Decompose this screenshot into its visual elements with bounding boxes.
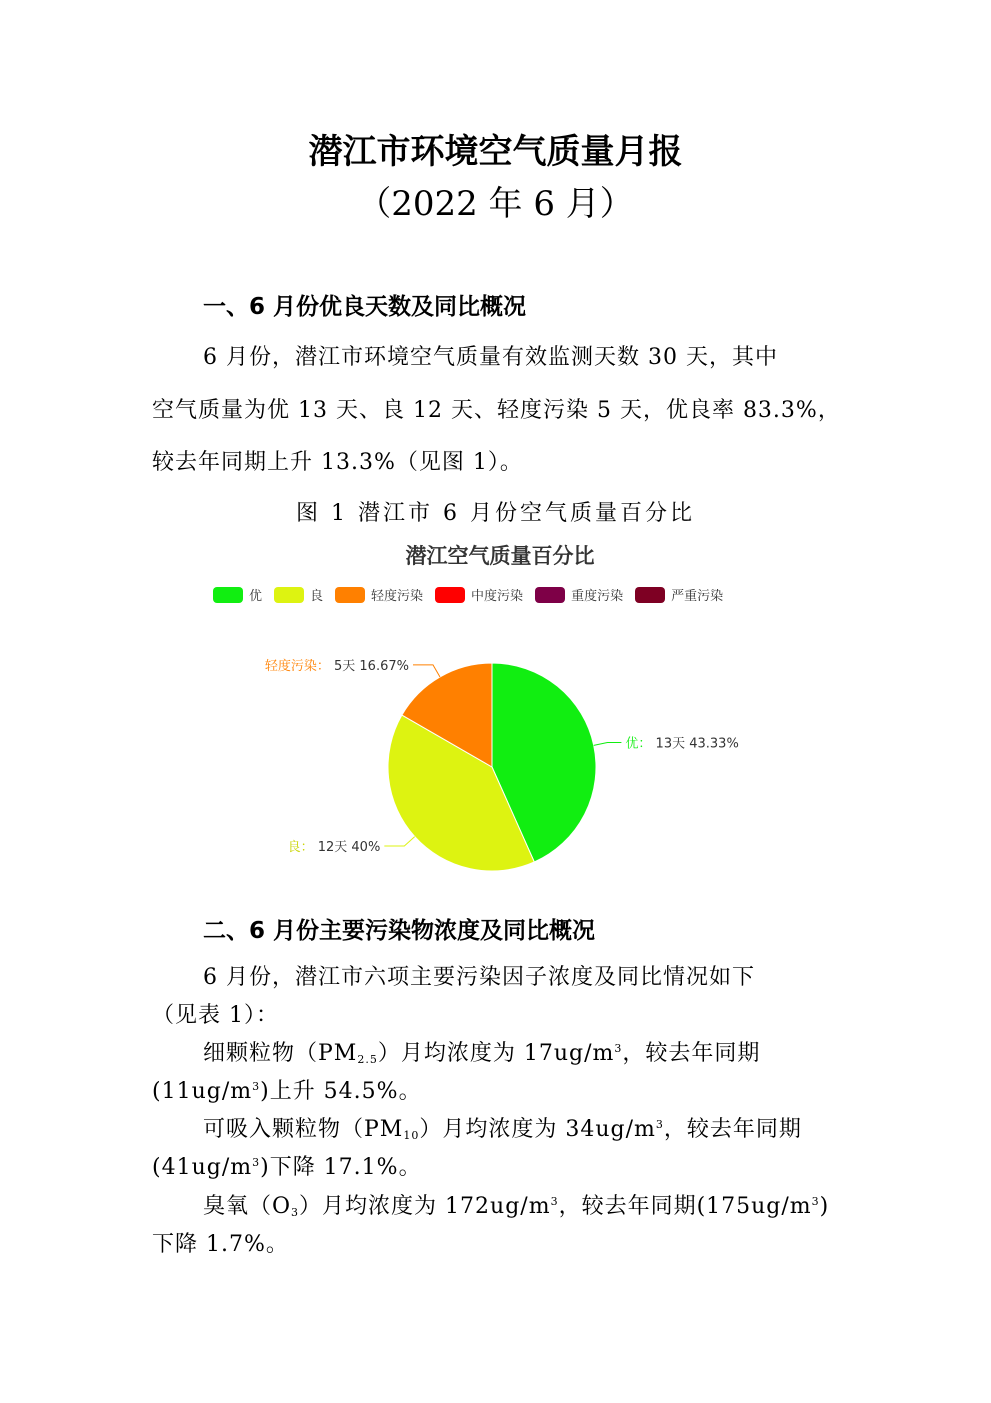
pm10-line2 [152,1150,422,1181]
pm10-text-d: (41ug/m [152,1155,253,1180]
label-leader-line [384,837,414,846]
section2-p1-line1: 6 月份，潜江市六项主要污染因子浓度及同比情况如下 [203,965,755,990]
slice-label-name: 优： [625,736,656,752]
slice-label-name: 轻度污染： [264,658,335,674]
section1-heading: 一、6 月份优良天数及同比概况 [203,294,527,320]
slice-label-value: 13天 43.33% [655,736,739,752]
pie-chart [180,536,820,886]
section1-line-1: 6 月份，潜江市环境空气质量有效监测天数 30 天，其中 [203,345,778,370]
slice-label-value: 12天 40% [317,839,381,855]
slice-label-name: 良： [287,839,318,855]
report-subtitle: （2022 年 6 月） [357,184,634,224]
section2-p1-line2: （见表 1）： [152,1003,279,1028]
o3-subscript: 3 [291,1206,300,1219]
pm25-text-c: ，较去年同期 [622,1041,761,1066]
pm10-line1 [203,1112,802,1143]
pm25-text-a: 细颗粒物（PM [203,1041,358,1066]
superscript-3: 3 [252,1156,261,1169]
legend-label: 轻度污染 [371,589,424,604]
slice-label [265,658,409,674]
pm10-subscript: 10 [403,1129,420,1142]
superscript-3: 3 [811,1195,820,1208]
superscript-3: 3 [655,1118,664,1131]
section1-line-3: 较去年同期上升 13.3%（见图 1）。 [152,450,523,475]
slice-label [288,840,381,855]
superscript-3: 3 [614,1042,623,1055]
o3-line1 [203,1189,829,1220]
pm25-line2 [152,1074,422,1105]
legend-label: 优 [249,589,263,604]
legend-label: 严重污染 [671,589,724,604]
pm25-line1 [203,1036,760,1067]
superscript-3: 3 [550,1195,559,1208]
report-title: 潜江市环境空气质量月报 [308,132,683,172]
chart-title: 潜江空气质量百分比 [405,544,595,568]
superscript-3: 3 [252,1080,261,1093]
pm10-text-c: ，较去年同期 [663,1117,802,1142]
o3-line2: 下降 1.7%。 [152,1232,289,1257]
section2-heading: 二、6 月份主要污染物浓度及同比概况 [203,918,596,944]
legend-label: 良 [310,589,324,604]
pm10-text-e: )下降 17.1%。 [260,1155,422,1180]
pm25-subscript: 2.5 [357,1053,378,1066]
legend-label: 中度污染 [471,589,524,604]
pie-svg [180,536,820,886]
o3-text-b: ）月均浓度为 172ug/m [299,1194,551,1219]
label-leader-line [594,742,622,745]
o3-text-c: ，较去年同期(175ug/m [558,1194,812,1219]
slice-label-value: 5天 16.67% [334,658,409,674]
pm10-text-a: 可吸入颗粒物（PM [203,1117,404,1142]
label-leader-line [413,665,440,677]
pm25-text-e: )上升 54.5%。 [260,1079,422,1104]
figure-caption: 图 1 潜江市 6 月份空气质量百分比 [296,501,695,526]
pm25-text-d: (11ug/m [152,1079,253,1104]
section1-line-2: 空气质量为优 13 天、良 12 天、轻度污染 5 天，优良率 83.3%， [152,398,841,423]
legend-label: 重度污染 [571,589,624,604]
slice-label [625,735,738,751]
o3-text-d: ) [819,1194,830,1219]
pm10-text-b: ）月均浓度为 34ug/m [419,1117,656,1142]
pm25-text-b: ）月均浓度为 17ug/m [377,1041,615,1066]
o3-text-a: 臭氧（O [203,1194,292,1219]
